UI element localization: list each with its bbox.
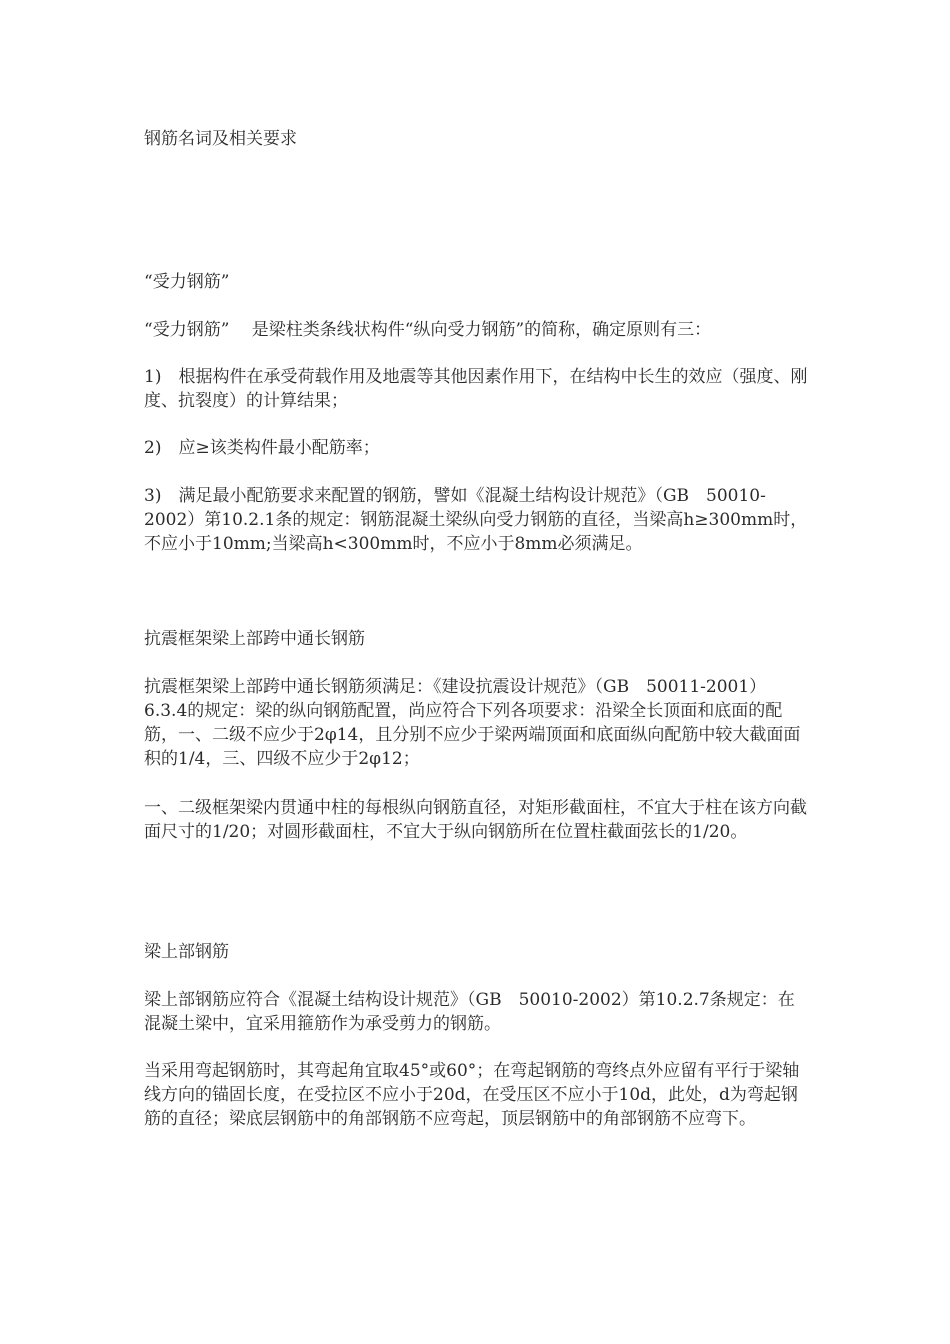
paragraph: 2) 应≥该类构件最小配筋率； [144, 438, 380, 458]
section-heading: “受力钢筋” [144, 272, 230, 292]
section-heading: 梁上部钢筋 [144, 942, 229, 962]
paragraph: 当采用弯起钢筋时，其弯起角宜取45°或60°；在弯起钢筋的弯终点外应留有平行于梁轴线方向的锚固长度，在受拉区不应小于20d，在受压区不应小于10d，此处，d为弯起钢筋的直径；梁底层钢筋中的角部钢筋不应弯起，顶层钢筋中的角部钢筋不应弯下。 [144, 1061, 800, 1129]
paragraph: 抗震框架梁上部跨中通长钢筋须满足：《建设抗震设计规范》（GB 50011-2001）6.3.4的规定：梁的纵向钢筋配置，尚应符合下列各项要求：沿梁全长顶面和底面的配筋，一、二级不应少于2φ14，且分别不应少于梁两端顶面和底面纵向配筋中较大截面面积的1/4，三、四级不应少于2φ12； [144, 677, 801, 769]
paragraph: 一、二级框架梁内贯通中柱的每根纵向钢筋直径，对矩形截面柱，不宜大于柱在该方向截面尺寸的1/20；对圆形截面柱，不宜大于纵向钢筋所在位置柱截面弦长的1/20。 [144, 798, 807, 842]
section-heading: 抗震框架梁上部跨中通长钢筋 [144, 629, 365, 649]
paragraph: “受力钢筋” 是梁柱类条线状构件“纵向受力钢筋”的简称，确定原则有三： [144, 320, 712, 340]
document-title: 钢筋名词及相关要求 [144, 129, 297, 149]
paragraph: 梁上部钢筋应符合《混凝土结构设计规范》（GB 50010-2002）第10.2.7条规定：在混凝土梁中，宜采用箍筋作为承受剪力的钢筋。 [144, 990, 795, 1034]
paragraph: 3) 满足最小配筋要求来配置的钢筋，譬如《混凝土结构设计规范》（GB 50010-2002）第10.2.1条的规定：钢筋混凝土梁纵向受力钢筋的直径，当梁高h≥300mm时，不应小于10mm;当梁高h<300mm时，不应小于8mm必须满足。 [144, 486, 808, 554]
paragraph: 1) 根据构件在承受荷载作用及地震等其他因素作用下，在结构中长生的效应（强度、刚度、抗裂度）的计算结果； [144, 367, 808, 411]
